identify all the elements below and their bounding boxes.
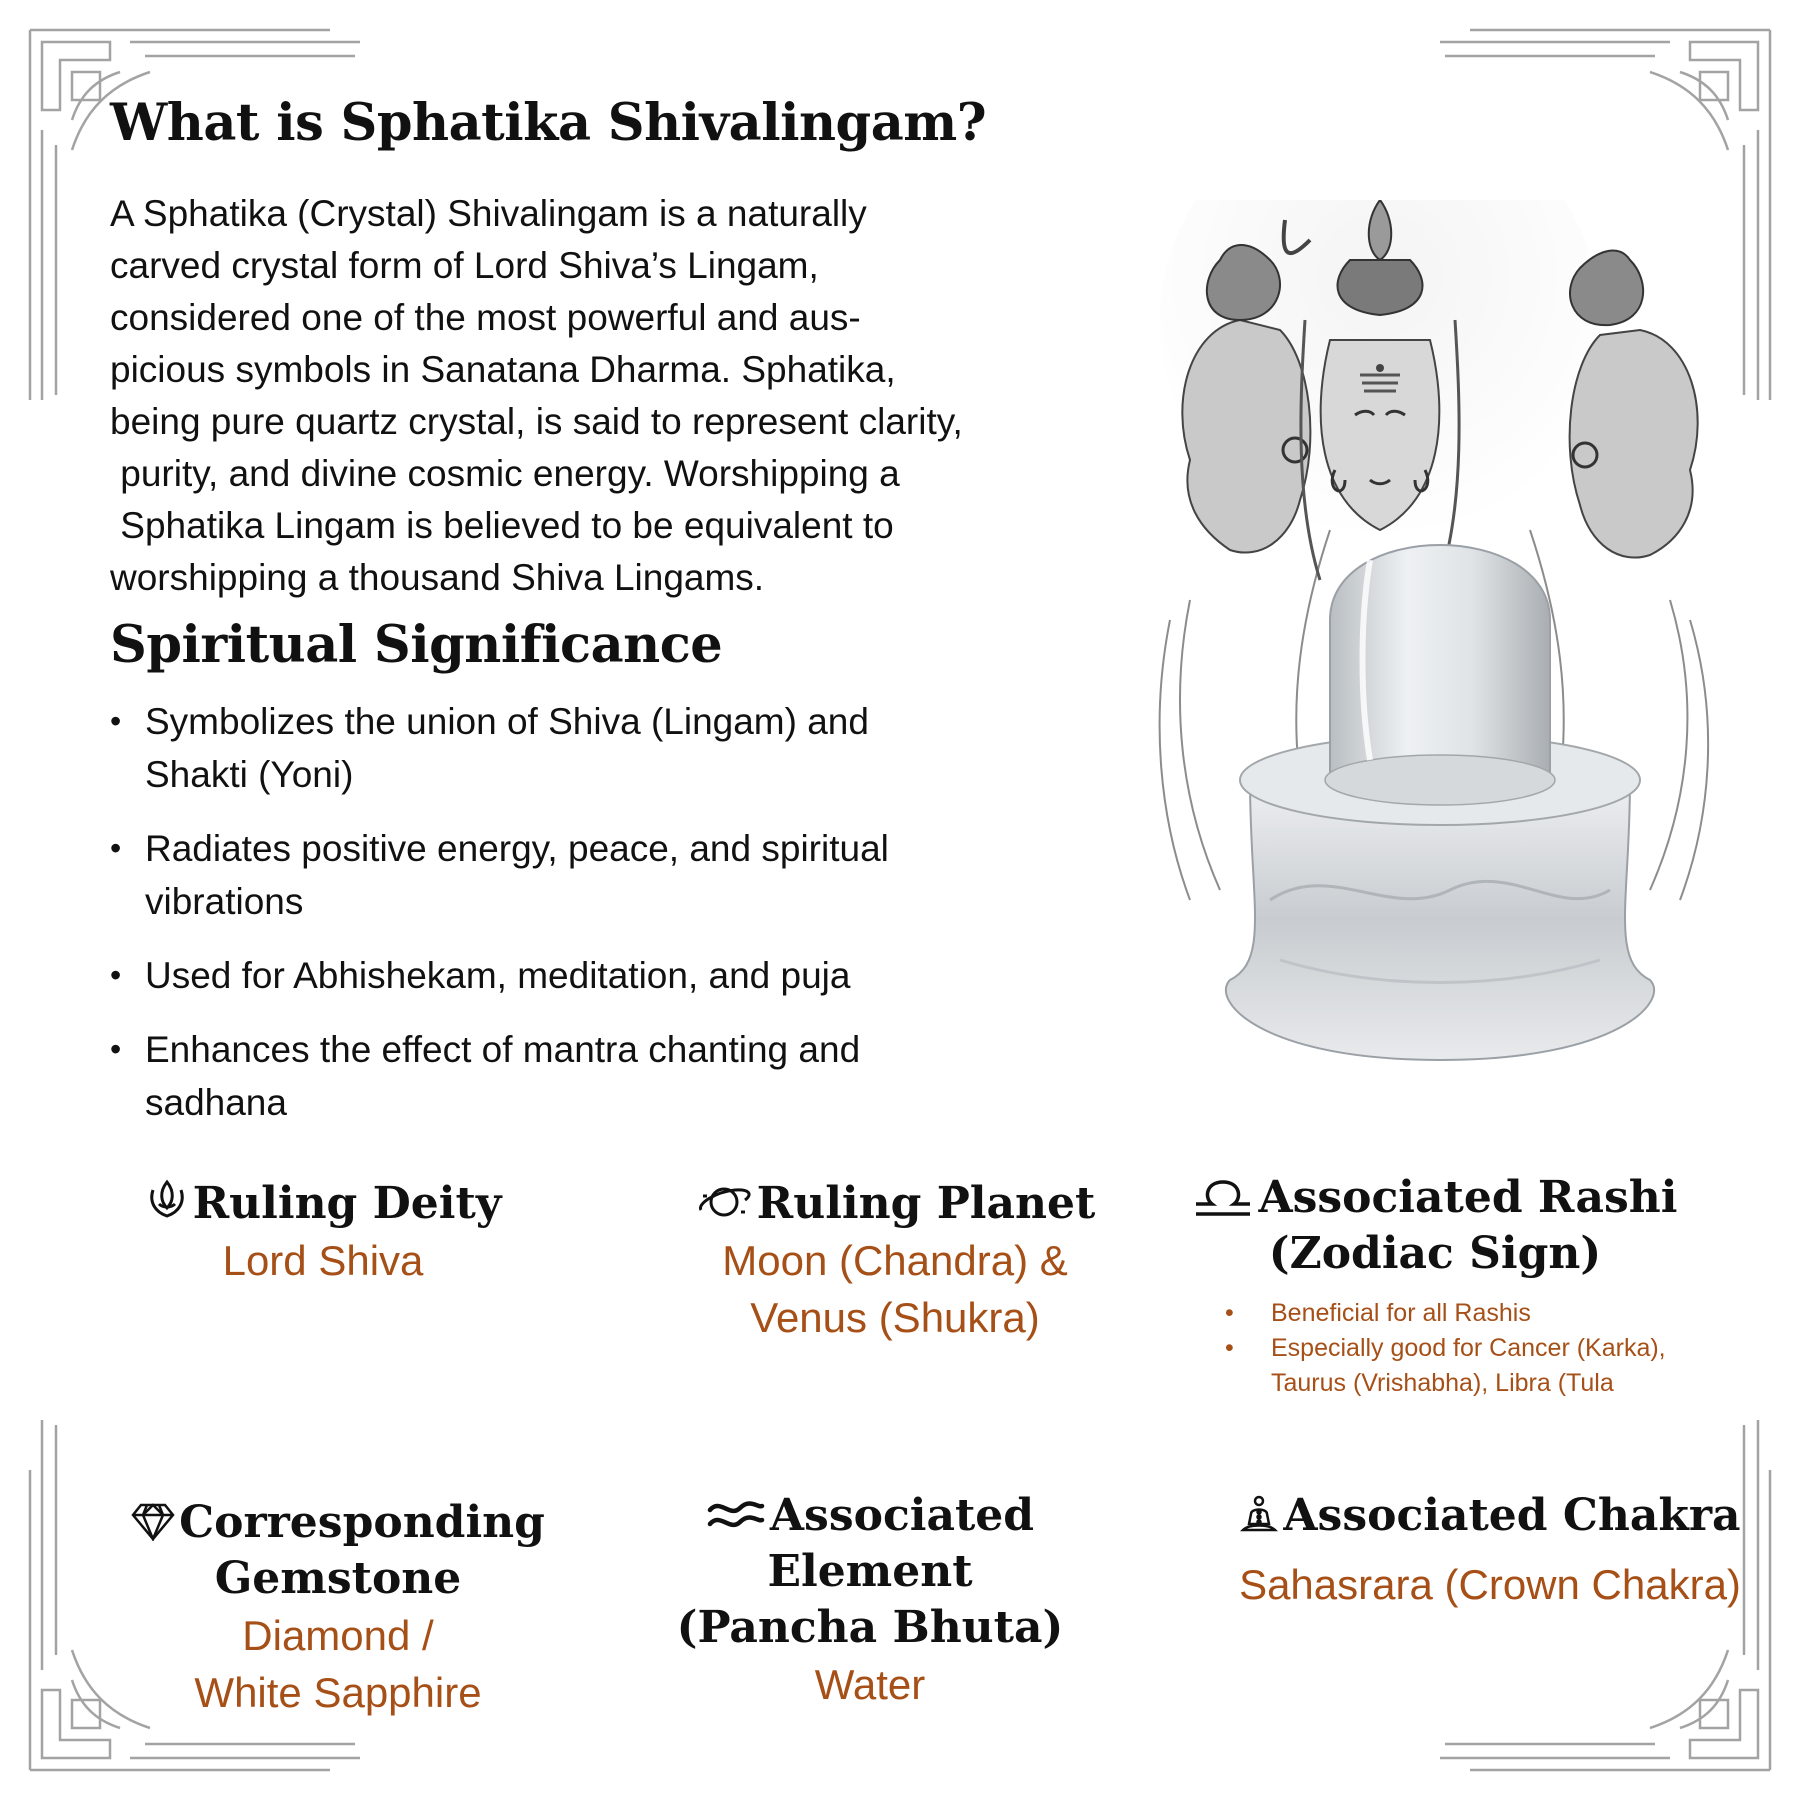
ruling-planet-heading xyxy=(660,1176,1130,1232)
list-item-text: Shakti (Yoni) xyxy=(145,754,354,795)
chakra-heading xyxy=(1195,1488,1785,1544)
water-waves-icon xyxy=(706,1494,766,1534)
meditation-icon xyxy=(1239,1494,1279,1534)
list-item xyxy=(110,1023,889,1129)
intro-line: considered one of the most powerful and aus- xyxy=(110,297,861,338)
page-title: What is Sphatika Shivalingam? xyxy=(110,93,987,153)
crystal-lingam xyxy=(1226,545,1654,1060)
gemstone-label-line2: Gemstone xyxy=(214,1553,462,1604)
ruling-planet-value-line: Moon (Chandra) & xyxy=(722,1237,1068,1284)
ruling-deity-block xyxy=(108,1176,538,1289)
ruling-planet-value-line: Venus (Shukra) xyxy=(750,1294,1040,1341)
rashi-label-line2: (Zodiac Sign) xyxy=(1268,1228,1602,1279)
list-item-text: • Beneficial for all Rashis xyxy=(1271,1299,1531,1327)
list-item xyxy=(110,949,889,1002)
trishul-flame-icon xyxy=(145,1178,189,1222)
element-label: Associated xyxy=(769,1490,1035,1541)
list-item-text: Taurus (Vrishabha), Libra (Tula xyxy=(1271,1369,1614,1397)
intro-line: picious symbols in Sanatana Dharma. Sphatika, xyxy=(110,349,896,390)
rashi-list xyxy=(1165,1296,1705,1401)
ruling-planet-label: Ruling Planet xyxy=(756,1178,1096,1229)
ruling-deity-value: Lord Shiva xyxy=(222,1237,424,1284)
significance-list xyxy=(110,695,889,1150)
list-item xyxy=(1225,1296,1705,1331)
gemstone-label: Corresponding xyxy=(179,1497,545,1548)
rashi-heading xyxy=(1165,1170,1705,1226)
list-item xyxy=(110,695,889,801)
diamond-icon xyxy=(131,1501,175,1541)
right-face xyxy=(1570,251,1698,558)
associated-rashi-block xyxy=(1165,1170,1705,1401)
list-item xyxy=(1225,1331,1705,1401)
list-item xyxy=(110,822,889,928)
intro-paragraph xyxy=(110,188,1100,604)
rashi-label: Associated Rashi xyxy=(1258,1172,1678,1223)
list-item-text: sadhana xyxy=(145,1082,287,1123)
shiva-lingam-illustration xyxy=(1130,200,1750,1130)
intro-line: carved crystal form of Lord Shiva’s Lingam, xyxy=(110,245,819,286)
chakra-block xyxy=(1195,1488,1785,1613)
gemstone-block xyxy=(108,1495,568,1721)
list-item-text: • Especially good for Cancer (Karka), xyxy=(1271,1334,1666,1362)
chakra-value: Sahasrara (Crown Chakra) xyxy=(1239,1561,1741,1608)
libra-icon xyxy=(1192,1174,1254,1216)
intro-line: purity, and divine cosmic energy. Worshipping a xyxy=(110,453,900,494)
list-item-text: • Symbolizes the union of Shiva (Lingam) and xyxy=(145,701,869,742)
intro-line: Sphatika Lingam is believed to be equivalent to xyxy=(110,505,894,546)
element-label-line3: (Pancha Bhuta) xyxy=(676,1602,1064,1653)
gemstone-value-line: Diamond / xyxy=(242,1612,434,1659)
list-item-text: • Radiates positive energy, peace, and spiritual xyxy=(145,828,889,869)
element-label-line2: Element xyxy=(767,1546,973,1597)
list-item-text: • Enhances the effect of mantra chanting and xyxy=(145,1029,861,1070)
ruling-planet-block xyxy=(660,1176,1130,1346)
intro-line: A Sphatika (Crystal) Shivalingam is a naturally xyxy=(110,193,867,234)
list-item-text: vibrations xyxy=(145,881,304,922)
gemstone-heading xyxy=(108,1495,568,1551)
element-value: Water xyxy=(814,1661,926,1708)
ruling-deity-heading xyxy=(108,1176,538,1232)
element-block xyxy=(660,1488,1080,1713)
list-item-text: • Used for Abhishekam, meditation, and puja xyxy=(145,955,851,996)
chakra-label: Associated Chakra xyxy=(1283,1490,1741,1541)
significance-title: Spiritual Significance xyxy=(110,615,723,675)
planet-ring-icon xyxy=(695,1182,753,1222)
gemstone-value-line: White Sapphire xyxy=(194,1669,482,1716)
intro-line: being pure quartz crystal, is said to represent clarity, xyxy=(110,401,963,442)
intro-line: worshipping a thousand Shiva Lingams. xyxy=(110,557,765,598)
element-heading xyxy=(660,1488,1080,1544)
ruling-deity-label: Ruling Deity xyxy=(192,1178,502,1229)
